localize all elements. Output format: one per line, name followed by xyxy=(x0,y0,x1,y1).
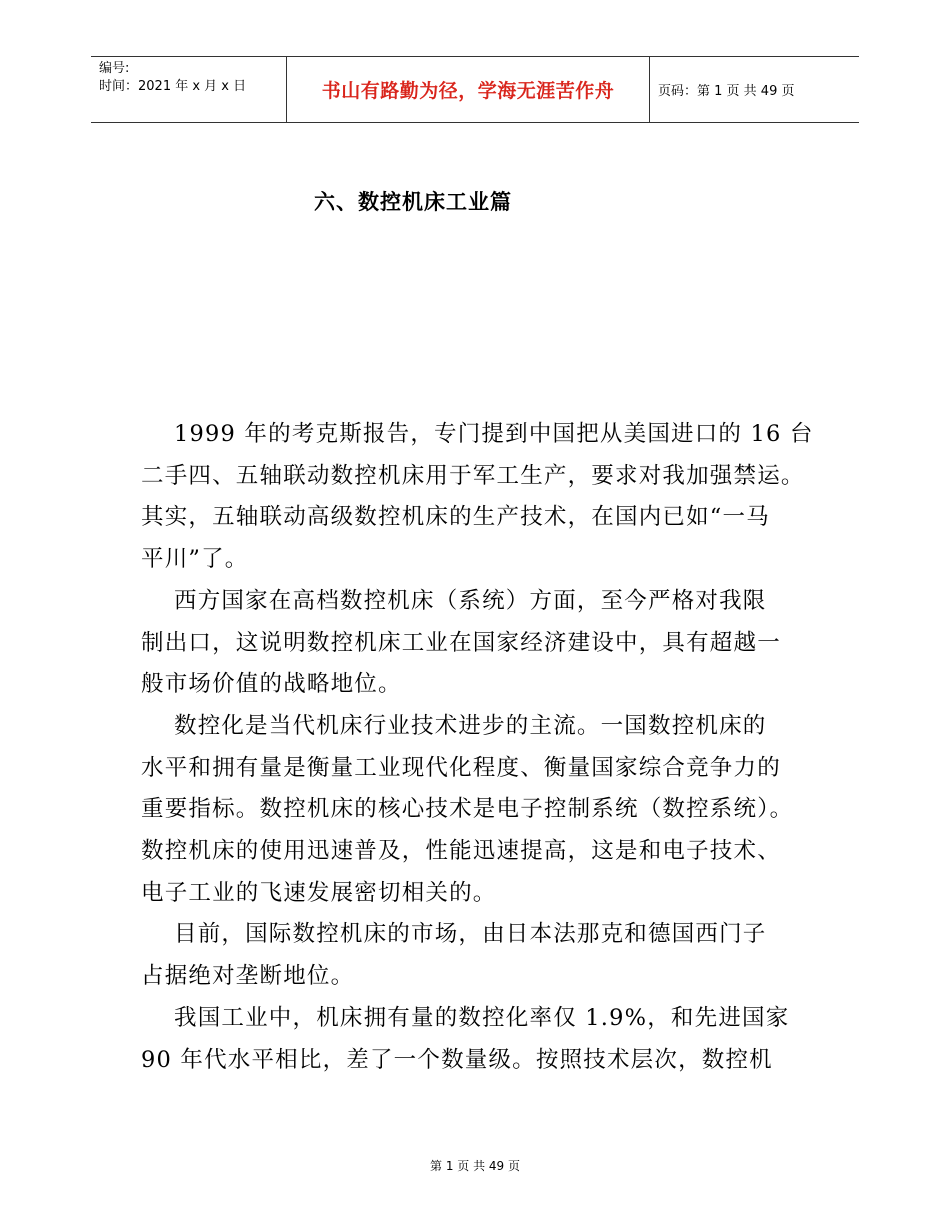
page-title: 六、数控机床工业篇 xyxy=(314,190,512,214)
page-info: 页码：第 1 页 共 49 页 xyxy=(658,84,795,99)
paragraph-line: 水平和拥有量是衡量工业现代化程度、衡量国家综合竞争力的 xyxy=(141,754,781,781)
motto-text: 书山有路勤为径，学海无涯苦作舟 xyxy=(321,80,615,102)
paragraph-line: 我国工业中，机床拥有量的数控化率仅 1.9%，和先进国家 xyxy=(174,1004,790,1031)
paragraph-line: 占据绝对垄断地位。 xyxy=(141,963,355,990)
paragraph xyxy=(141,706,831,915)
paragraph-line: 制出口，这说明数控机床工业在国家经济建设中，具有超越一 xyxy=(141,629,781,656)
header-page-cell xyxy=(650,57,859,122)
paragraph-line: 电子工业的飞速发展密切相关的。 xyxy=(141,879,497,906)
header-meta-cell xyxy=(91,57,287,122)
document-header xyxy=(91,56,859,123)
paragraph-line: 其实，五轴联动高级数控机床的生产技术，在国内已如“一马 xyxy=(141,504,770,531)
paragraph xyxy=(141,414,831,581)
paragraph-line: 目前，国际数控机床的市场，由日本法那克和德国西门子 xyxy=(174,921,767,948)
paragraph xyxy=(141,914,831,997)
paragraph-line: 二手四、五轴联动数控机床用于军工生产，要求对我加强禁运。 xyxy=(141,462,805,489)
paragraph-line: 西方国家在高档数控机床（系统）方面，至今严格对我限 xyxy=(174,587,767,614)
paragraph-line: 般市场价值的战略地位。 xyxy=(141,671,402,698)
paragraph-line: 1999 年的考克斯报告，专门提到中国把从美国进口的 16 台 xyxy=(174,421,814,447)
paragraph-line: 数控化是当代机床行业技术进步的主流。一国数控机床的 xyxy=(174,712,767,739)
number-label: 编号: xyxy=(99,61,130,76)
paragraph-line: 平川”了。 xyxy=(141,546,249,573)
page-footer: 第 1 页 共 49 页 xyxy=(430,1159,520,1173)
header-motto-cell xyxy=(287,57,650,122)
paragraph-line: 重要指标。数控机床的核心技术是电子控制系统（数控系统）。 xyxy=(141,796,794,823)
paragraph-line: 数控机床的使用迅速普及，性能迅速提高，这是和电子技术、 xyxy=(141,838,781,865)
paragraph xyxy=(141,998,831,1081)
time-label: 时间：2021 年 x 月 x 日 xyxy=(99,79,247,94)
paragraph-line: 90 年代水平相比，差了一个数量级。按照技术层次，数控机 xyxy=(141,1046,773,1073)
paragraph xyxy=(141,581,831,706)
document-body xyxy=(141,414,831,1081)
